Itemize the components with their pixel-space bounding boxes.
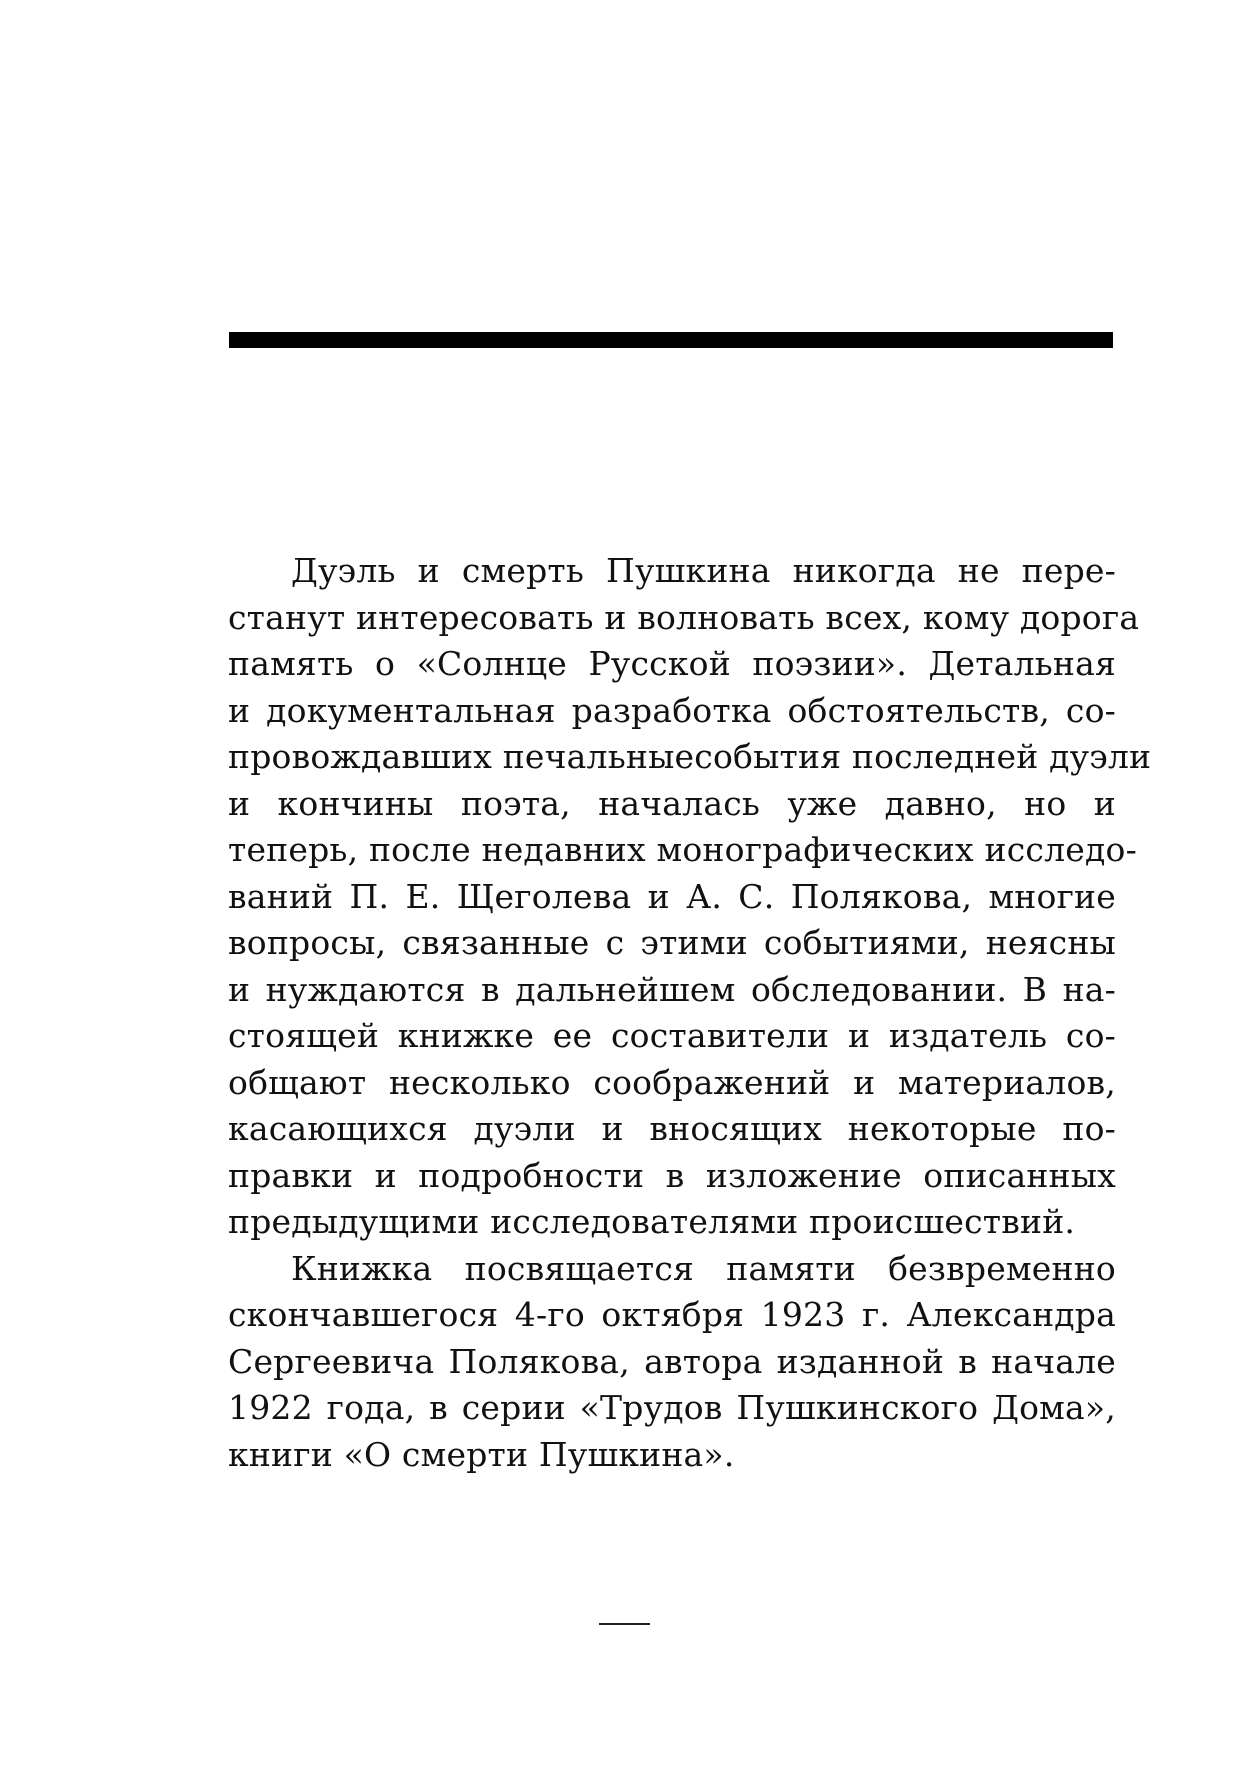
text-line: и нуждаются в дальнейшем обследовании. В на- [228,969,1116,1009]
text-line: Дуэль и смерть Пушкина никогда не пере- [291,551,1116,590]
text-line: касающихся дуэли и вносящих некоторые по- [228,1109,1116,1148]
text-line: провождавших печальныесобытия последней дуэли [228,737,1152,776]
text-line: скончавшегося 4-го октября 1923 г. Александра [228,1295,1116,1334]
text-line: Книжка посвящается памяти безвременно [291,1248,1116,1288]
text-line: теперь, после недавних монографических исследо- [228,830,1137,869]
text-line: и документальная разработка обстоятельств, со- [228,690,1116,730]
body-text [228,548,1152,1478]
text-line: общают несколько соображений и материалов, [228,1062,1116,1102]
text-line: предыдущими исследователями происшествий. [228,1202,1076,1241]
bottom-rule [599,1623,650,1625]
text-line: 1922 года, в серии «Трудов Пушкинского Дома», [228,1388,1116,1427]
text-line: Сергеевича Полякова, автора изданной в начале [228,1341,1116,1381]
text-line: вопросы, связанные с этими событиями, неясны [228,923,1116,962]
text-line: память о «Солнце Русской поэзии». Детальная [228,644,1116,683]
text-line: станут интересовать и волновать всех, кому дорога [228,597,1140,637]
text-line: ваний П. Е. Щеголева и А. С. Полякова, многие [228,876,1116,916]
text-line: правки и подробности в изложение описанных [228,1155,1116,1195]
text-line: книги «О смерти Пушкина». [228,1434,735,1474]
top-rule [229,332,1113,348]
text-line: стоящей книжке ее составители и издатель со- [228,1016,1116,1055]
text-line: и кончины поэта, началась уже давно, но и [228,783,1116,823]
